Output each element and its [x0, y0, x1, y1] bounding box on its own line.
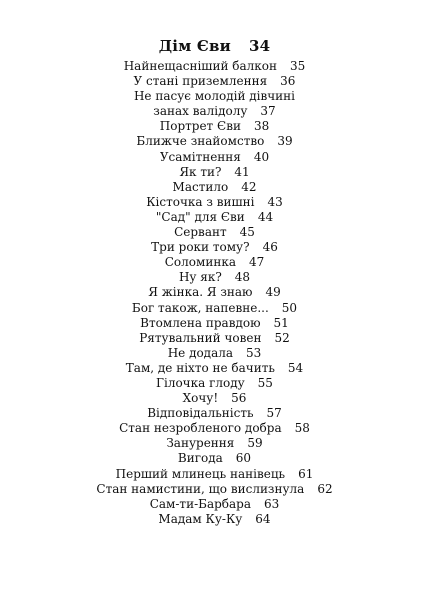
toc-entry	[0, 361, 429, 376]
toc-entry-page-number: 39	[277, 134, 293, 149]
toc-entry-title: Відповідальність	[147, 406, 254, 421]
toc-entry-title: Я жінка. Я знаю	[148, 285, 253, 300]
toc-entry-title: Перший млинець нанівець	[115, 466, 286, 481]
toc-entry-page-number: 36	[280, 74, 296, 89]
toc-entry	[0, 391, 429, 406]
toc-entry-page-number: 38	[253, 119, 270, 134]
toc-entry-title: Бог також, напевне...	[131, 300, 269, 315]
toc-entry-page-number: 64	[255, 511, 271, 526]
toc-entry-title: Найнещасніший балкон	[123, 59, 277, 73]
toc-entry	[0, 436, 429, 451]
toc-entry	[0, 512, 429, 527]
toc-entry	[0, 134, 429, 149]
toc-entry-page-number: 49	[265, 285, 281, 300]
toc-entry-page-number: 44	[257, 209, 274, 224]
toc-entry	[0, 225, 429, 240]
toc-entry-title: Усамітнення	[159, 149, 241, 164]
toc-entry-page-number: 57	[266, 406, 282, 421]
toc-entry-title: Мастило	[172, 179, 229, 194]
toc-entry-title: Занурення	[166, 436, 235, 451]
toc-entry-title: Там, де ніхто не бачить	[125, 360, 275, 375]
toc-entry	[0, 59, 429, 74]
toc-entry	[0, 270, 429, 285]
toc-entry-page-number: 53	[246, 345, 262, 360]
toc-entry-title: занах валідолу	[153, 104, 248, 119]
toc-entry-title: Стан незробленого добра	[119, 421, 282, 436]
toc-entry-title: Сам-ти-Барбара	[149, 496, 251, 511]
toc-entry	[0, 421, 429, 436]
toc-entry-page-number: 50	[281, 300, 298, 315]
toc-entry	[0, 240, 429, 255]
toc-entry-page-number: 46	[262, 240, 278, 255]
toc-entry-title: Три роки тому?	[151, 240, 250, 255]
toc-entry-page-number: 63	[264, 496, 280, 511]
section-heading	[0, 36, 429, 56]
toc-entry	[0, 406, 429, 421]
toc-entry	[0, 180, 429, 195]
toc-entry-page-number: 52	[274, 330, 290, 345]
toc-entry-title: Портрет Єви	[159, 119, 241, 134]
toc-entry-title: Кісточка з вишні	[146, 194, 255, 209]
toc-entry-page-number: 56	[231, 391, 247, 406]
toc-entry-title: Як ти?	[179, 164, 222, 179]
toc-entry	[0, 285, 429, 300]
toc-entry-page-number: 51	[273, 315, 289, 330]
toc-entry	[0, 89, 429, 104]
toc-entry-title: "Сад" для Єви	[155, 209, 245, 224]
toc-entry-title: Соломинка	[164, 255, 236, 270]
toc-entry-title: Ну як?	[178, 270, 222, 285]
toc-entry-title: Мадам Ку-Ку	[158, 511, 243, 526]
toc-entry-page-number: 35	[290, 59, 306, 73]
toc-entry-page-number: 61	[298, 466, 314, 481]
toc-entry-title: Не пасує молодій дівчині	[133, 89, 296, 104]
toc-entry-page-number: 47	[248, 255, 265, 270]
toc-entry	[0, 301, 429, 316]
toc-entry-page-number: 62	[317, 481, 333, 496]
toc-entry	[0, 255, 429, 270]
toc-entry	[0, 210, 429, 225]
toc-entry	[0, 376, 429, 391]
toc-entry-page-number: 60	[235, 451, 252, 466]
toc-entry-title: Вигода	[177, 451, 223, 466]
toc-entry-title: Стан намистини, що вислизнула	[96, 481, 305, 496]
toc-entry	[0, 346, 429, 361]
toc-entry-page-number: 43	[267, 194, 283, 209]
toc-entry	[0, 74, 429, 89]
toc-entry-page-number: 45	[239, 225, 255, 240]
toc-entry	[0, 331, 429, 346]
toc-entry-title: Не додала	[167, 345, 234, 360]
toc-entry	[0, 195, 429, 210]
toc-entry	[0, 119, 429, 134]
toc-entry-page-number: 59	[247, 436, 263, 451]
section-title: Дім Єви	[158, 37, 231, 55]
toc-entry	[0, 467, 429, 482]
toc-entry	[0, 316, 429, 331]
toc-entry	[0, 482, 429, 497]
toc-entry-page-number: 58	[294, 421, 310, 436]
toc-entry-page-number: 55	[257, 375, 273, 390]
table-of-contents	[0, 59, 429, 527]
toc-entry-page-number: 42	[241, 179, 257, 194]
toc-entry	[0, 104, 429, 119]
toc-entry-page-number: 54	[287, 360, 304, 375]
toc-entry	[0, 150, 429, 165]
toc-entry-title: Хочу!	[182, 391, 219, 406]
toc-entry-page-number: 37	[260, 104, 276, 119]
toc-entry-page-number: 41	[234, 164, 250, 179]
toc-entry-title: Втомлена правдою	[140, 315, 261, 330]
toc-entry-title: Рятувальний човен	[139, 330, 262, 345]
toc-entry-title: Ближче знайомство	[136, 134, 265, 149]
toc-entry-page-number: 40	[253, 149, 270, 164]
toc-entry	[0, 497, 429, 512]
toc-entry	[0, 165, 429, 180]
toc-entry-title: Гілочка глоду	[156, 375, 245, 390]
toc-entry-page-number: 48	[234, 270, 251, 285]
toc-entry	[0, 451, 429, 466]
section-page-number: 34	[248, 37, 271, 55]
toc-entry-title: У стані приземлення	[133, 74, 268, 89]
toc-entry-title: Сервант	[174, 225, 227, 240]
